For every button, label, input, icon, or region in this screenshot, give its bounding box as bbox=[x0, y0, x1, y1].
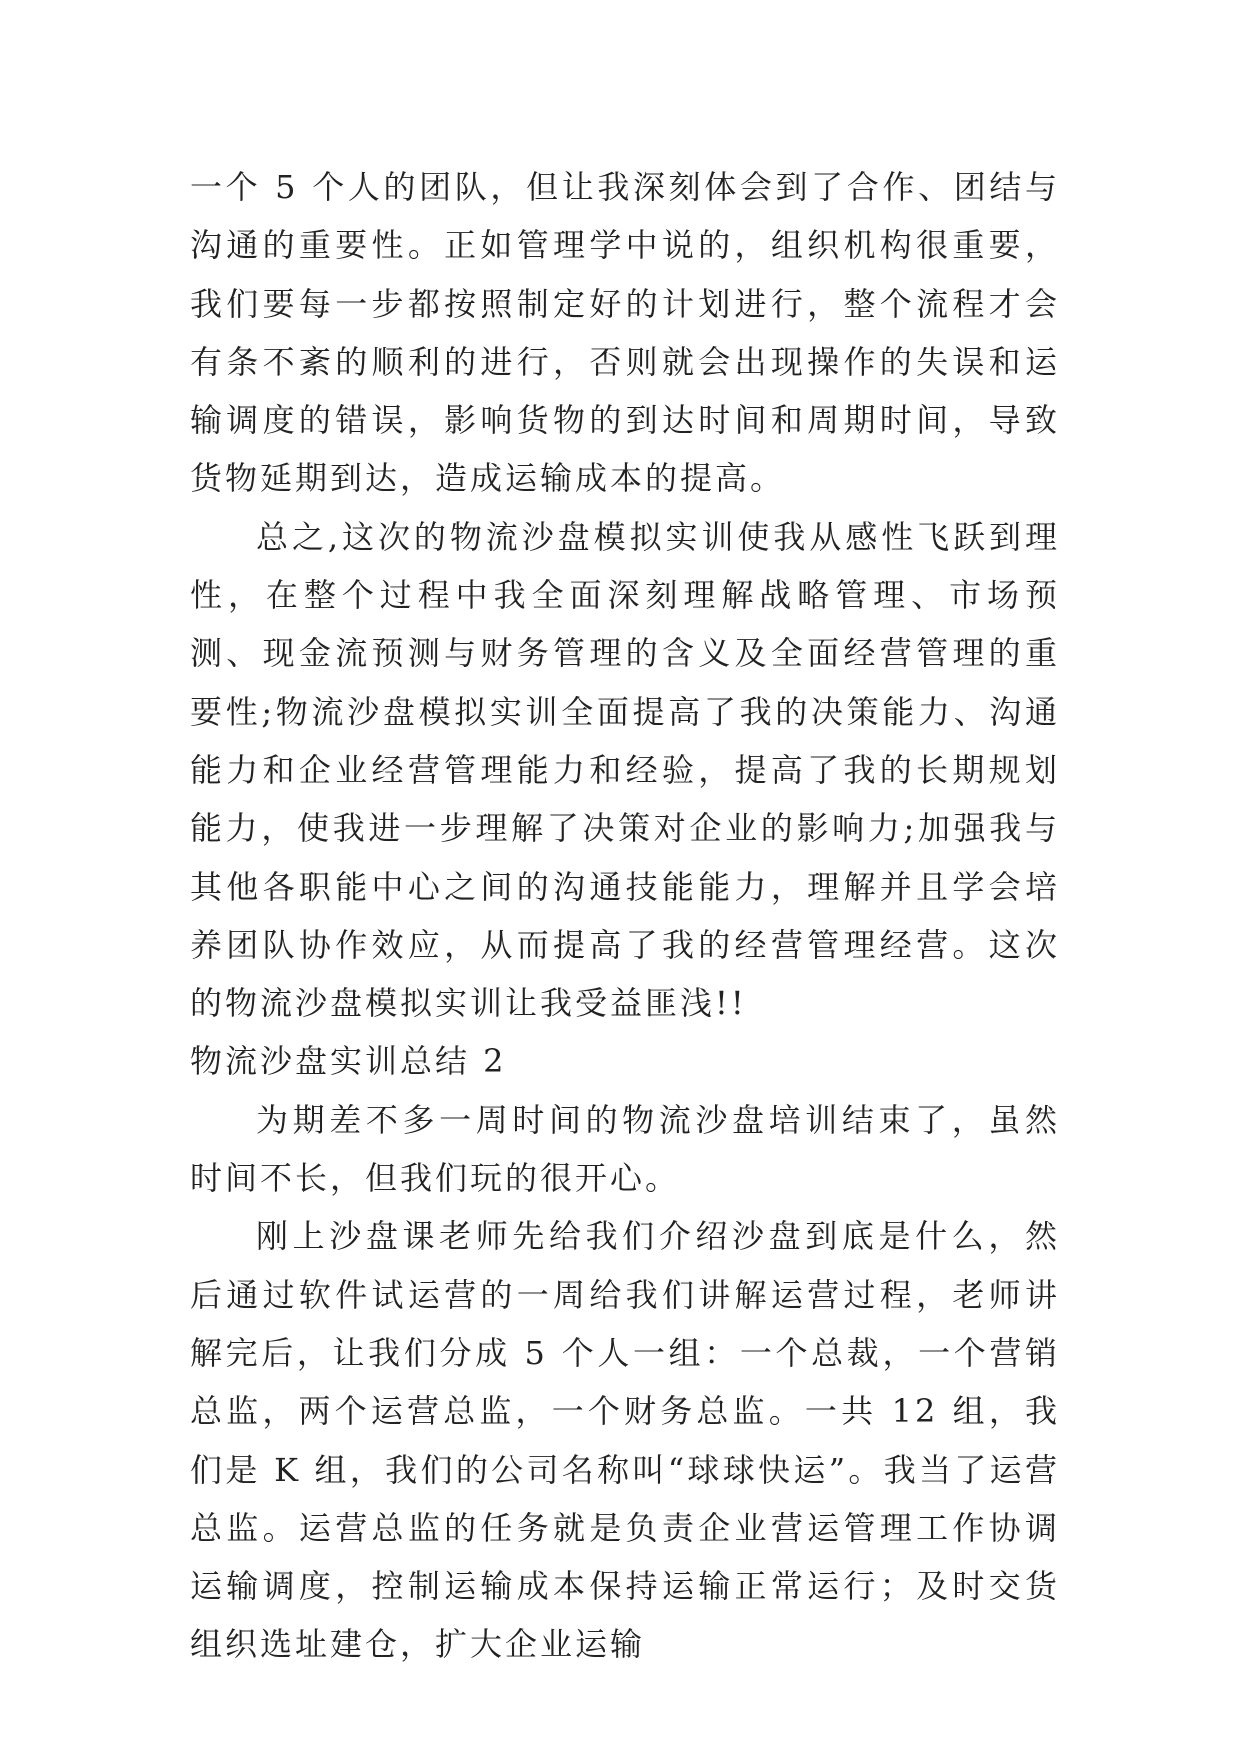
paragraph-team-cooperation: 一个 5 个人的团队，但让我深刻体会到了合作、团结与沟通的重要性。正如管理学中说的，组织机构很重要，我们要每一步都按照制定好的计划进行，整个流程才会有条不紊的顺利的进行，否则就会出现操作的失误和运输调度的错误，影响货物的到达时间和周期时间，导致货物延期到达，造成运输成本的提高。 bbox=[190, 168, 1060, 498]
document-body bbox=[190, 158, 1060, 1674]
paragraph-training-intro: 为期差不多一周时间的物流沙盘培训结束了，虽然时间不长，但我们玩的很开心。 bbox=[190, 1100, 1060, 1198]
paragraph-course-description: 刚上沙盘课老师先给我们介绍沙盘到底是什么，然后通过软件试运营的一周给我们讲解运营过程，老师讲解完后，让我们分成 5 个人一组：一个总裁，一个营销总监，两个运营总监，一个财务总监。一共 12 组，我们是 K 组，我们的公司名称叫“球球快运”。我当了运营总监。运营总监的任务就是负责企业营运管理工作协调运输调度，控制运输成本保持运输正常运行；及时交货组织选址建仓，扩大企业运输 bbox=[190, 1217, 1060, 1664]
paragraph-conclusion: 总之,这次的物流沙盘模拟实训使我从感性飞跃到理性，在整个过程中我全面深刻理解战略管理、市场预测、现金流预测与财务管理的含义及全面经营管理的重要性;物流沙盘模拟实训全面提高了我的决策能力、沟通能力和企业经营管理能力和经验，提高了我的长期规划能力，使我进一步理解了决策对企业的影响力;加强我与其他各职能中心之间的沟通技能能力，理解并且学会培养团队协作效应，从而提高了我的经营管理经营。这次的物流沙盘模拟实训让我受益匪浅!! bbox=[190, 517, 1060, 1023]
section-heading: 物流沙盘实训总结 2 bbox=[190, 1042, 507, 1081]
